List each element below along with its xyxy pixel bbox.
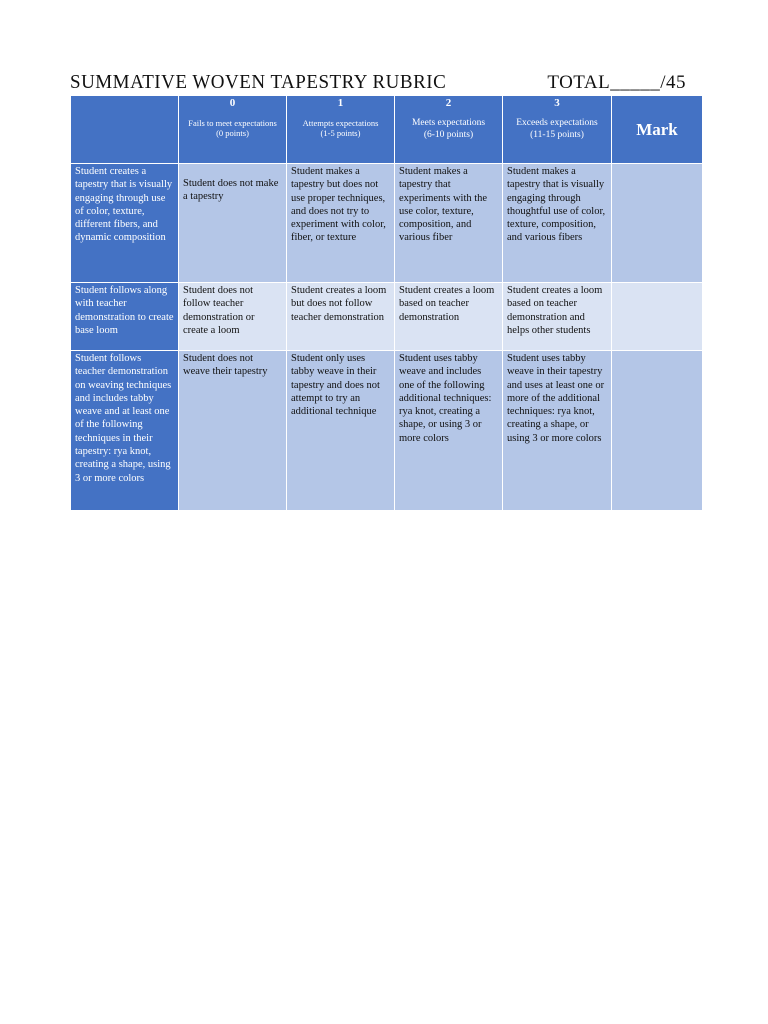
level-number: 0 — [229, 97, 236, 109]
criterion-cell: Student creates a tapestry that is visually engaging through use of color, texture, different fibers, and dynamic composition — [71, 164, 179, 283]
table-row — [71, 283, 703, 351]
level-label: Meets expectations (6-10 points) — [411, 118, 486, 140]
descriptor-cell: Student creates a loom based on teacher demonstration — [395, 283, 503, 351]
mark-cell[interactable] — [612, 164, 703, 283]
level-label: Fails to meet expectations (0 points) — [188, 118, 277, 138]
table-row — [71, 351, 703, 511]
descriptor-cell: Student does not weave their tapestry — [179, 351, 287, 511]
header-level-0 — [179, 96, 287, 164]
header-level-1 — [287, 96, 395, 164]
page-title: SUMMATIVE WOVEN TAPESTRY RUBRIC — [70, 71, 447, 94]
header-row — [71, 96, 703, 164]
descriptor-cell: Student does not make a tapestry — [179, 164, 287, 283]
level-number: 3 — [554, 97, 560, 109]
header-mark: Mark — [612, 96, 703, 164]
level-number: 2 — [445, 97, 452, 109]
descriptor-cell: Student uses tabby weave and includes one of the following additional techniques: rya knot, creating a shape, or using 3 or more colors — [395, 351, 503, 511]
descriptor-cell: Student creates a loom but does not follow teacher demonstration — [287, 283, 395, 351]
descriptor-cell: Student creates a loom based on teacher demonstration and helps other students — [503, 283, 612, 351]
descriptor-cell: Student makes a tapestry but does not use proper techniques, and does not try to experiment with color, fiber, or texture — [287, 164, 395, 283]
criterion-cell: Student follows along with teacher demonstration to create base loom — [71, 283, 179, 351]
mark-cell[interactable] — [612, 283, 703, 351]
header-criteria-cell — [71, 96, 179, 164]
criterion-cell: Student follows teacher demonstration on weaving techniques and includes tabby weave and at least one of the following techniques in their tapestry: rya knot, creating a shape, using 3 or more colors — [71, 351, 179, 511]
level-label: Exceeds expectations (11-15 points) — [516, 118, 598, 140]
descriptor-cell: Student does not follow teacher demonstration or create a loom — [179, 283, 287, 351]
level-number: 1 — [337, 97, 344, 109]
level-label: Attempts expectations (1-5 points) — [302, 118, 379, 138]
descriptor-cell: Student uses tabby weave in their tapestry and uses at least one or more of the additional techniques: rya knot, creating a shape, or using 3 or more colors — [503, 351, 612, 511]
descriptor-cell: Student makes a tapestry that is visually engaging through thoughtful use of color, texture, composition, and various fibers — [503, 164, 612, 283]
descriptor-cell: Student only uses tabby weave in their tapestry and does not attempt to try an additional technique — [287, 351, 395, 511]
table-row — [71, 164, 703, 283]
title-row — [70, 72, 690, 94]
total-score: TOTAL_____/45 — [547, 72, 686, 93]
descriptor-cell: Student makes a tapestry that experiments with the use color, texture, composition, and various fiber — [395, 164, 503, 283]
rubric-table — [70, 95, 703, 511]
header-level-3 — [503, 96, 612, 164]
header-level-2 — [395, 96, 503, 164]
mark-cell[interactable] — [612, 351, 703, 511]
